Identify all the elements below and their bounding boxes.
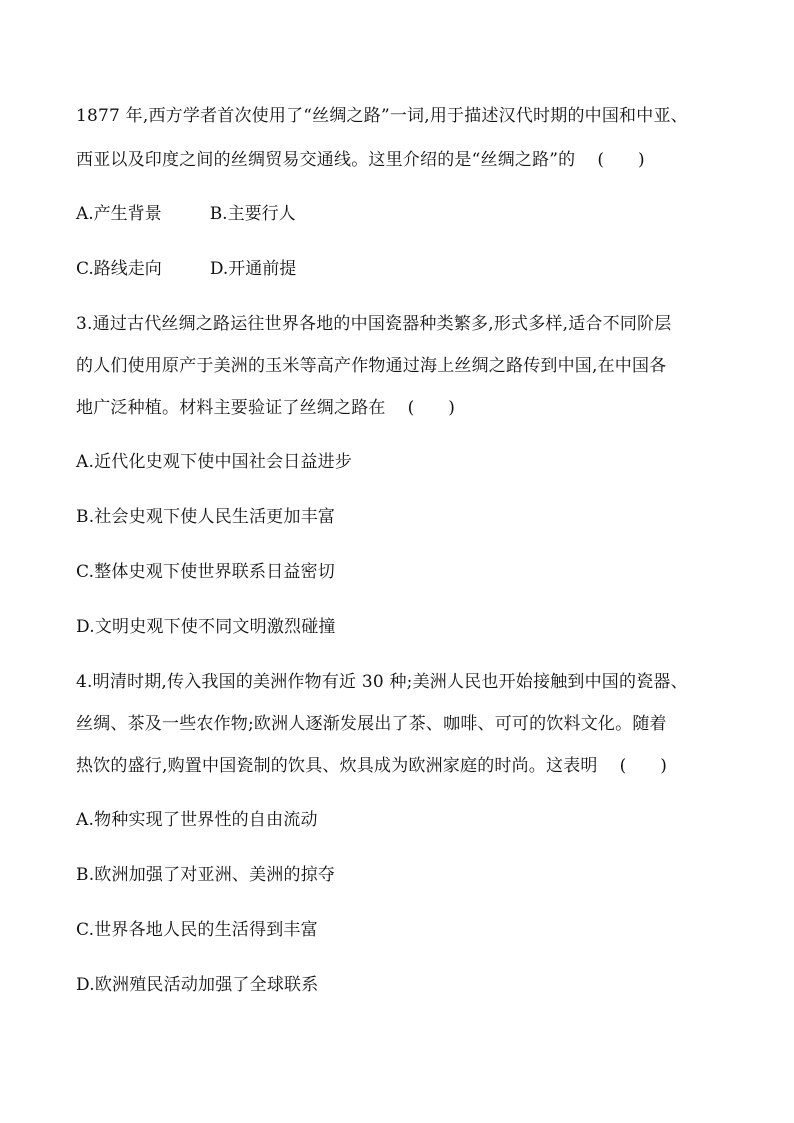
q4-stem-line-1: 4.明清时期,传入我国的美洲作物有近 30 种;美洲人民也开始接触到中国的瓷器、 bbox=[76, 672, 688, 692]
q4-stem-text: 热饮的盛行,购置中国瓷制的饮具、炊具成为欧洲家庭的时尚。这表明 bbox=[76, 756, 598, 776]
q3-option-d: D.文明史观下使不同文明激烈碰撞 bbox=[76, 617, 336, 637]
q4-option-a: A.物种实现了世界性的自由流动 bbox=[76, 810, 318, 830]
q4-option-c: C.世界各地人民的生活得到丰富 bbox=[76, 920, 318, 940]
q3-stem-line-3 bbox=[76, 396, 455, 420]
q3-option-a: A.近代化史观下使中国社会日益进步 bbox=[76, 452, 353, 472]
q4-stem-line-3 bbox=[76, 754, 667, 778]
q2-option-d: D.开通前提 bbox=[209, 259, 297, 279]
q4-option-b: B.欧洲加强了对亚洲、美洲的掠夺 bbox=[76, 865, 336, 885]
q2-options-row-2 bbox=[76, 257, 296, 281]
q2-options-row-1 bbox=[76, 202, 296, 226]
q3-answer-paren: ( ) bbox=[407, 398, 455, 418]
q2-option-c: C.路线走向 bbox=[76, 259, 162, 279]
q3-option-c: C.整体史观下使世界联系日益密切 bbox=[76, 562, 336, 582]
q2-stem-line-2 bbox=[76, 148, 645, 172]
q4-stem-line-2: 丝绸、茶及一些农作物;欧洲人逐渐发展出了茶、咖啡、可可的饮料文化。随着 bbox=[76, 714, 667, 734]
q2-stem-text: 西亚以及印度之间的丝绸贸易交通线。这里介绍的是“丝绸之路”的 bbox=[76, 150, 576, 170]
q4-option-d: D.欧洲殖民活动加强了全球联系 bbox=[76, 975, 319, 995]
q2-stem-line-1: 1877 年,西方学者首次使用了“丝绸之路”一词,用于描述汉代时期的中国和中亚、 bbox=[76, 106, 688, 126]
q2-option-a: A.产生背景 bbox=[76, 204, 162, 224]
q3-stem-line-2: 的人们使用原产于美洲的玉米等高产作物通过海上丝绸之路传到中国,在中国各 bbox=[76, 356, 667, 376]
q3-stem-text: 地广泛种植。材料主要验证了丝绸之路在 bbox=[76, 398, 386, 418]
q3-option-b: B.社会史观下使人民生活更加丰富 bbox=[76, 507, 336, 527]
q4-answer-paren: ( ) bbox=[619, 756, 667, 776]
q2-option-b: B.主要行人 bbox=[209, 204, 296, 224]
q2-answer-paren: ( ) bbox=[597, 150, 645, 170]
q3-stem-line-1: 3.通过古代丝绸之路运往世界各地的中国瓷器种类繁多,形式多样,适合不同阶层 bbox=[76, 314, 672, 334]
